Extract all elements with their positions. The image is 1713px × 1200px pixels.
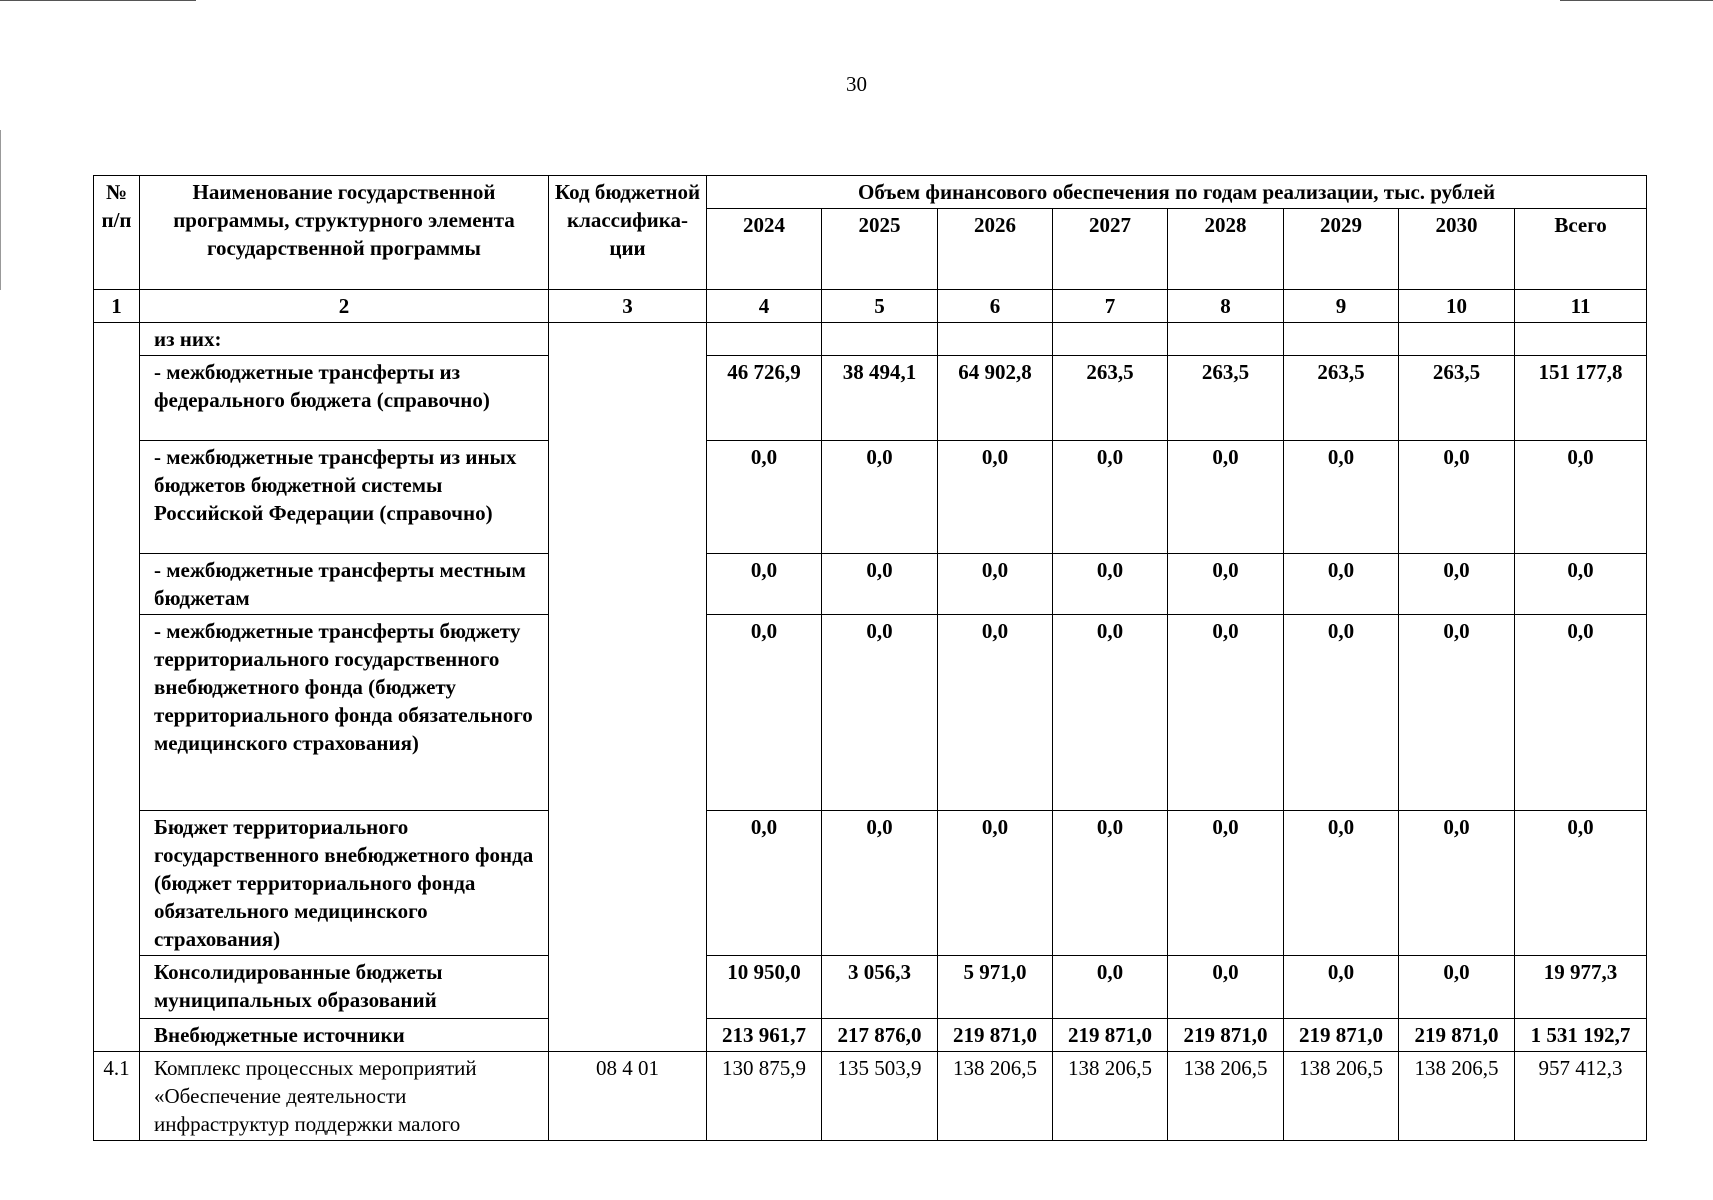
header-year: 2030 xyxy=(1399,209,1515,290)
value-cell: 0,0 xyxy=(1515,554,1647,615)
value-cell: 0,0 xyxy=(1168,615,1284,811)
value-cell: 0,0 xyxy=(1053,615,1168,811)
value-cell: 263,5 xyxy=(1168,356,1284,441)
value-cell: 138 206,5 xyxy=(1399,1052,1515,1141)
value-cell xyxy=(1053,323,1168,356)
table-row xyxy=(94,323,1647,356)
header-name: Наименование государственной программы, структурного элемента государственной программы xyxy=(140,176,549,290)
row-name: - межбюджетные трансферты из федерального бюджета (справочно) xyxy=(140,356,549,441)
value-cell: 0,0 xyxy=(822,615,938,811)
row-name: - межбюджетные трансферты местным бюджетам xyxy=(140,554,549,615)
table-row xyxy=(94,956,1647,1019)
value-cell: 0,0 xyxy=(1053,554,1168,615)
value-cell: 0,0 xyxy=(938,441,1053,554)
value-cell xyxy=(1284,323,1399,356)
row-no-cell xyxy=(94,323,140,1052)
header-code: Код бюджетной классифика-ции xyxy=(549,176,707,290)
table-row xyxy=(94,554,1647,615)
value-cell: 0,0 xyxy=(1284,615,1399,811)
table-row xyxy=(94,1052,1647,1141)
value-cell: 0,0 xyxy=(707,554,822,615)
value-cell: 263,5 xyxy=(1399,356,1515,441)
value-cell: 0,0 xyxy=(1399,956,1515,1019)
page-number: 30 xyxy=(846,72,867,96)
value-cell: 0,0 xyxy=(1168,554,1284,615)
value-cell xyxy=(1399,323,1515,356)
value-cell: 138 206,5 xyxy=(1168,1052,1284,1141)
row-name: - межбюджетные трансферты из иных бюджетов бюджетной системы Российской Федерации (справочно) xyxy=(140,441,549,554)
value-cell xyxy=(1168,323,1284,356)
value-cell: 5 971,0 xyxy=(938,956,1053,1019)
scan-edge-top-left xyxy=(0,0,196,1)
value-cell: 0,0 xyxy=(1515,441,1647,554)
value-cell: 0,0 xyxy=(822,811,938,956)
column-index: 2 xyxy=(140,290,549,323)
column-index: 11 xyxy=(1515,290,1647,323)
column-index: 1 xyxy=(94,290,140,323)
value-cell: 219 871,0 xyxy=(1053,1019,1168,1052)
value-cell: 0,0 xyxy=(822,441,938,554)
table-row xyxy=(94,615,1647,811)
value-cell: 151 177,8 xyxy=(1515,356,1647,441)
table-row xyxy=(94,356,1647,441)
row-code-cell xyxy=(549,323,707,1052)
value-cell: 0,0 xyxy=(1399,615,1515,811)
scan-edge-left xyxy=(0,130,1,290)
row-code: 08 4 01 xyxy=(549,1052,707,1141)
value-cell: 0,0 xyxy=(938,811,1053,956)
value-cell: 0,0 xyxy=(1168,441,1284,554)
value-cell: 957 412,3 xyxy=(1515,1052,1647,1141)
header-year: 2028 xyxy=(1168,209,1284,290)
value-cell: 0,0 xyxy=(1515,615,1647,811)
header-year: 2027 xyxy=(1053,209,1168,290)
value-cell: 0,0 xyxy=(707,811,822,956)
value-cell: 0,0 xyxy=(707,615,822,811)
value-cell: 0,0 xyxy=(1053,956,1168,1019)
value-cell: 0,0 xyxy=(1284,811,1399,956)
value-cell: 213 961,7 xyxy=(707,1019,822,1052)
value-cell xyxy=(938,323,1053,356)
scan-edge-top-right xyxy=(1560,0,1713,1)
row-name: из них: xyxy=(140,323,549,356)
value-cell: 0,0 xyxy=(938,554,1053,615)
row-name: - межбюджетные трансферты бюджету территориального государственного внебюджетного фонда (бюджету территориального фонда обязательного медицинского страхования) xyxy=(140,615,549,811)
header-year: 2026 xyxy=(938,209,1053,290)
header-year: 2024 xyxy=(707,209,822,290)
value-cell: 219 871,0 xyxy=(1399,1019,1515,1052)
value-cell: 64 902,8 xyxy=(938,356,1053,441)
value-cell: 1 531 192,7 xyxy=(1515,1019,1647,1052)
value-cell: 263,5 xyxy=(1053,356,1168,441)
column-index-row xyxy=(94,290,1647,323)
value-cell: 0,0 xyxy=(1168,956,1284,1019)
value-cell: 138 206,5 xyxy=(1053,1052,1168,1141)
value-cell: 135 503,9 xyxy=(822,1052,938,1141)
column-index: 8 xyxy=(1168,290,1284,323)
value-cell: 0,0 xyxy=(1053,811,1168,956)
value-cell: 219 871,0 xyxy=(938,1019,1053,1052)
value-cell: 217 876,0 xyxy=(822,1019,938,1052)
value-cell: 0,0 xyxy=(1284,956,1399,1019)
value-cell xyxy=(822,323,938,356)
value-cell: 0,0 xyxy=(1515,811,1647,956)
value-cell: 0,0 xyxy=(1399,441,1515,554)
header-year: 2025 xyxy=(822,209,938,290)
value-cell xyxy=(707,323,822,356)
value-cell: 138 206,5 xyxy=(1284,1052,1399,1141)
row-name: Бюджет территориального государственного внебюджетного фонда (бюджет территориального фонда обязательного медицинского страхования) xyxy=(140,811,549,956)
financing-table xyxy=(93,175,1647,1141)
value-cell: 219 871,0 xyxy=(1284,1019,1399,1052)
value-cell: 38 494,1 xyxy=(822,356,938,441)
header-volume: Объем финансового обеспечения по годам реализации, тыс. рублей xyxy=(707,176,1647,209)
value-cell: 263,5 xyxy=(1284,356,1399,441)
value-cell: 0,0 xyxy=(1053,441,1168,554)
row-no: 4.1 xyxy=(94,1052,140,1141)
header-year: 2029 xyxy=(1284,209,1399,290)
table-row xyxy=(94,1019,1647,1052)
value-cell: 0,0 xyxy=(1168,811,1284,956)
value-cell: 219 871,0 xyxy=(1168,1019,1284,1052)
value-cell: 130 875,9 xyxy=(707,1052,822,1141)
row-name: Комплекс процессных мероприятий «Обеспечение деятельности инфраструктур поддержки малого xyxy=(140,1052,549,1141)
value-cell: 0,0 xyxy=(1284,554,1399,615)
table-row xyxy=(94,441,1647,554)
value-cell: 19 977,3 xyxy=(1515,956,1647,1019)
value-cell: 138 206,5 xyxy=(938,1052,1053,1141)
value-cell: 3 056,3 xyxy=(822,956,938,1019)
value-cell: 0,0 xyxy=(1284,441,1399,554)
header-total: Всего xyxy=(1515,209,1647,290)
column-index: 9 xyxy=(1284,290,1399,323)
column-index: 3 xyxy=(549,290,707,323)
column-index: 6 xyxy=(938,290,1053,323)
column-index: 4 xyxy=(707,290,822,323)
row-name: Консолидированные бюджеты муниципальных образований xyxy=(140,956,549,1019)
table-row xyxy=(94,811,1647,956)
column-index: 7 xyxy=(1053,290,1168,323)
value-cell: 0,0 xyxy=(822,554,938,615)
value-cell: 0,0 xyxy=(938,615,1053,811)
column-index: 5 xyxy=(822,290,938,323)
row-name: Внебюджетные источники xyxy=(140,1019,549,1052)
value-cell xyxy=(1515,323,1647,356)
value-cell: 0,0 xyxy=(1399,554,1515,615)
value-cell: 0,0 xyxy=(707,441,822,554)
value-cell: 0,0 xyxy=(1399,811,1515,956)
value-cell: 10 950,0 xyxy=(707,956,822,1019)
column-index: 10 xyxy=(1399,290,1515,323)
value-cell: 46 726,9 xyxy=(707,356,822,441)
header-row xyxy=(94,176,1647,209)
header-no: № п/п xyxy=(94,176,140,290)
